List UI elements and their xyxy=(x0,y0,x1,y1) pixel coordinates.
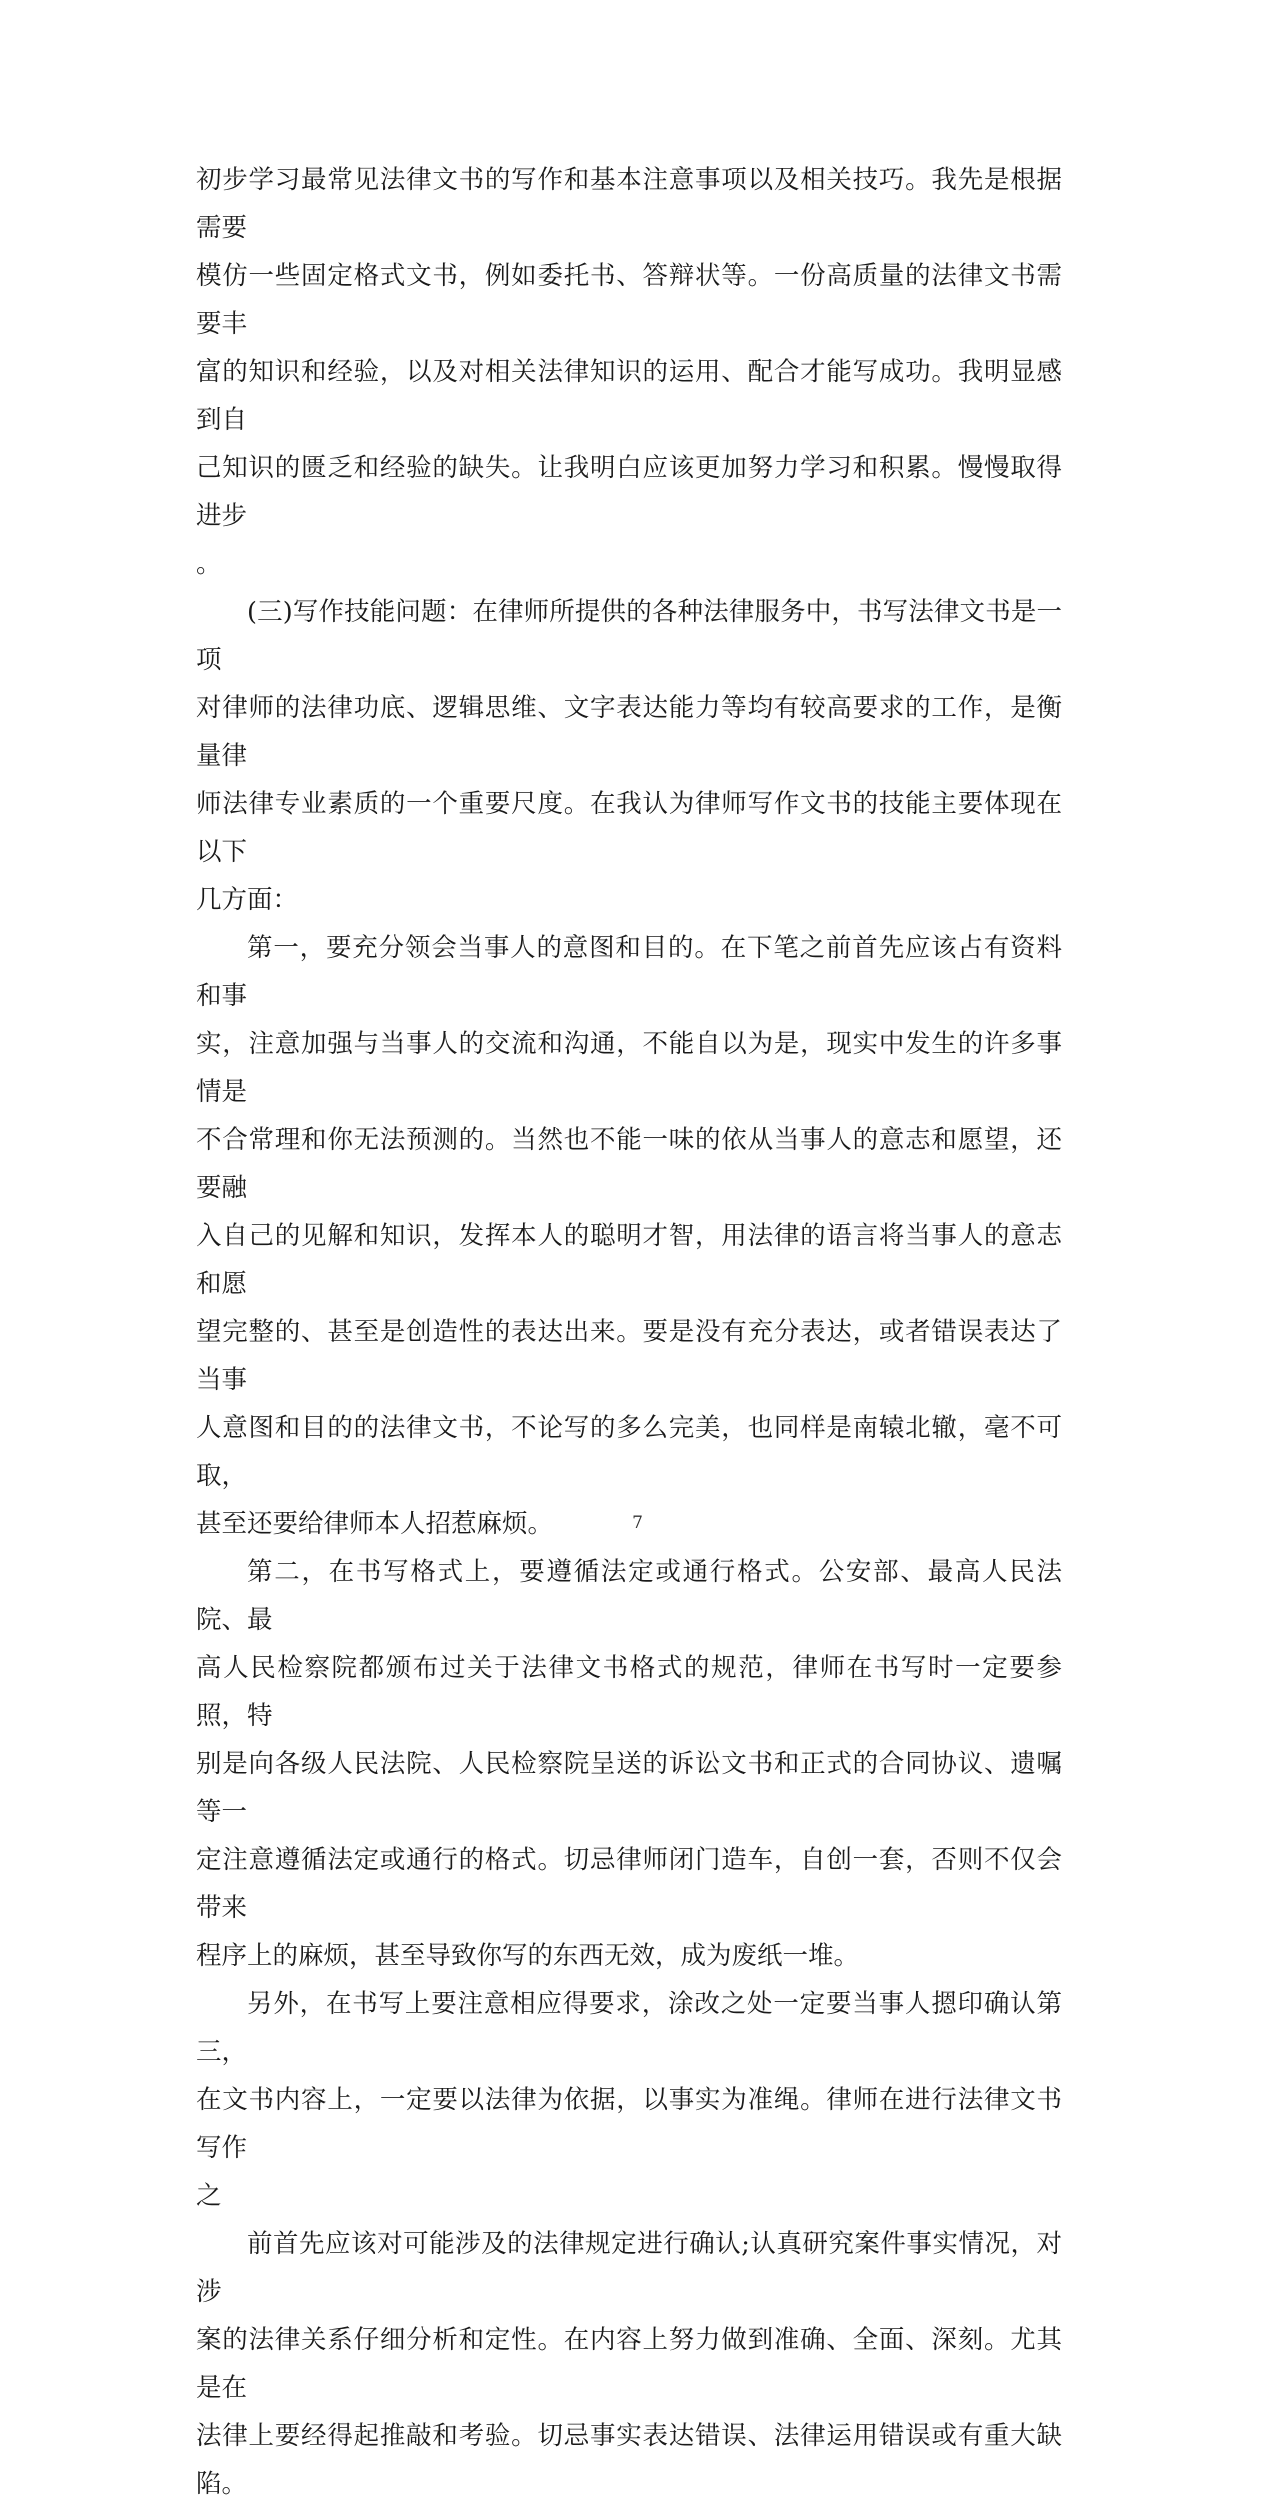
text-line: 人意图和目的的法律文书，不论写的多么完美，也同样是南辕北辙，毫不可取， xyxy=(196,1413,1062,1491)
text-line: 高人民检察院都颁布过关于法律文书格式的规范，律师在书写时一定要参照，特 xyxy=(196,1653,1062,1731)
text-line: 富的知识和经验，以及对相关法律知识的运用、配合才能写成功。我明显感到自 xyxy=(196,357,1062,435)
paragraph xyxy=(196,1548,1062,1980)
text-line: 。 xyxy=(196,549,222,579)
text-line: 对律师的法律功底、逻辑思维、文字表达能力等均有较高要求的工作，是衡量律 xyxy=(196,693,1062,771)
text-line: (三)写作技能问题：在律师所提供的各种法律服务中，书写法律文书是一项 xyxy=(196,597,1062,675)
document-body xyxy=(196,156,1062,2508)
text-line: 望完整的、甚至是创造性的表达出来。要是没有充分表达，或者错误表达了当事 xyxy=(196,1317,1062,1395)
text-line: 己知识的匮乏和经验的缺失。让我明白应该更加努力学习和积累。慢慢取得进步 xyxy=(196,453,1062,531)
text-line: 模仿一些固定格式文书，例如委托书、答辩状等。一份高质量的法律文书需要丰 xyxy=(196,261,1062,339)
text-line: 另外，在书写上要注意相应得要求，涂改之处一定要当事人摁印确认第三， xyxy=(196,1989,1062,2067)
paragraph xyxy=(196,588,1062,924)
text-line: 定注意遵循法定或通行的格式。切忌律师闭门造车，自创一套，否则不仅会带来 xyxy=(196,1845,1062,1923)
text-line: 初步学习最常见法律文书的写作和基本注意事项以及相关技巧。我先是根据需要 xyxy=(196,165,1062,243)
text-line: 案的法律关系仔细分析和定性。在内容上努力做到准确、全面、深刻。尤其是在 xyxy=(196,2325,1062,2403)
text-line: 前首先应该对可能涉及的法律规定进行确认;认真研究案件事实情况，对涉 xyxy=(196,2229,1062,2307)
paragraph xyxy=(196,156,1062,588)
text-line: 第二，在书写格式上，要遵循法定或通行格式。公安部、最高人民法院、最 xyxy=(196,1557,1062,1635)
text-line: 程序上的麻烦，甚至导致你写的东西无效，成为废纸一堆。 xyxy=(196,1941,860,1971)
text-line: 几方面： xyxy=(196,885,299,915)
paragraph xyxy=(196,2220,1062,2508)
text-line: 实，注意加强与当事人的交流和沟通，不能自以为是，现实中发生的许多事情是 xyxy=(196,1029,1062,1107)
paragraph xyxy=(196,924,1062,1548)
text-line: 师法律专业素质的一个重要尺度。在我认为律师写作文书的技能主要体现在以下 xyxy=(196,789,1062,867)
text-line: 入自己的见解和知识，发挥本人的聪明才智，用法律的语言将当事人的意志和愿 xyxy=(196,1221,1062,1299)
text-line: 甚至还要给律师本人招惹麻烦。 xyxy=(196,1509,554,1539)
text-line: 之 xyxy=(196,2181,222,2211)
paragraph xyxy=(196,1980,1062,2220)
page-number: 7 xyxy=(632,1513,643,1533)
text-line: 第一，要充分领会当事人的意图和目的。在下笔之前首先应该占有资料和事 xyxy=(196,933,1062,1011)
text-line: 别是向各级人民法院、人民检察院呈送的诉讼文书和正式的合同协议、遗嘱等一 xyxy=(196,1749,1062,1827)
text-line: 在文书内容上，一定要以法律为依据，以事实为准绳。律师在进行法律文书写作 xyxy=(196,2085,1062,2163)
text-line: 不合常理和你无法预测的。当然也不能一味的依从当事人的意志和愿望，还要融 xyxy=(196,1125,1062,1203)
text-line: 法律上要经得起推敲和考验。切忌事实表达错误、法律运用错误或有重大缺陷。 xyxy=(196,2421,1062,2499)
